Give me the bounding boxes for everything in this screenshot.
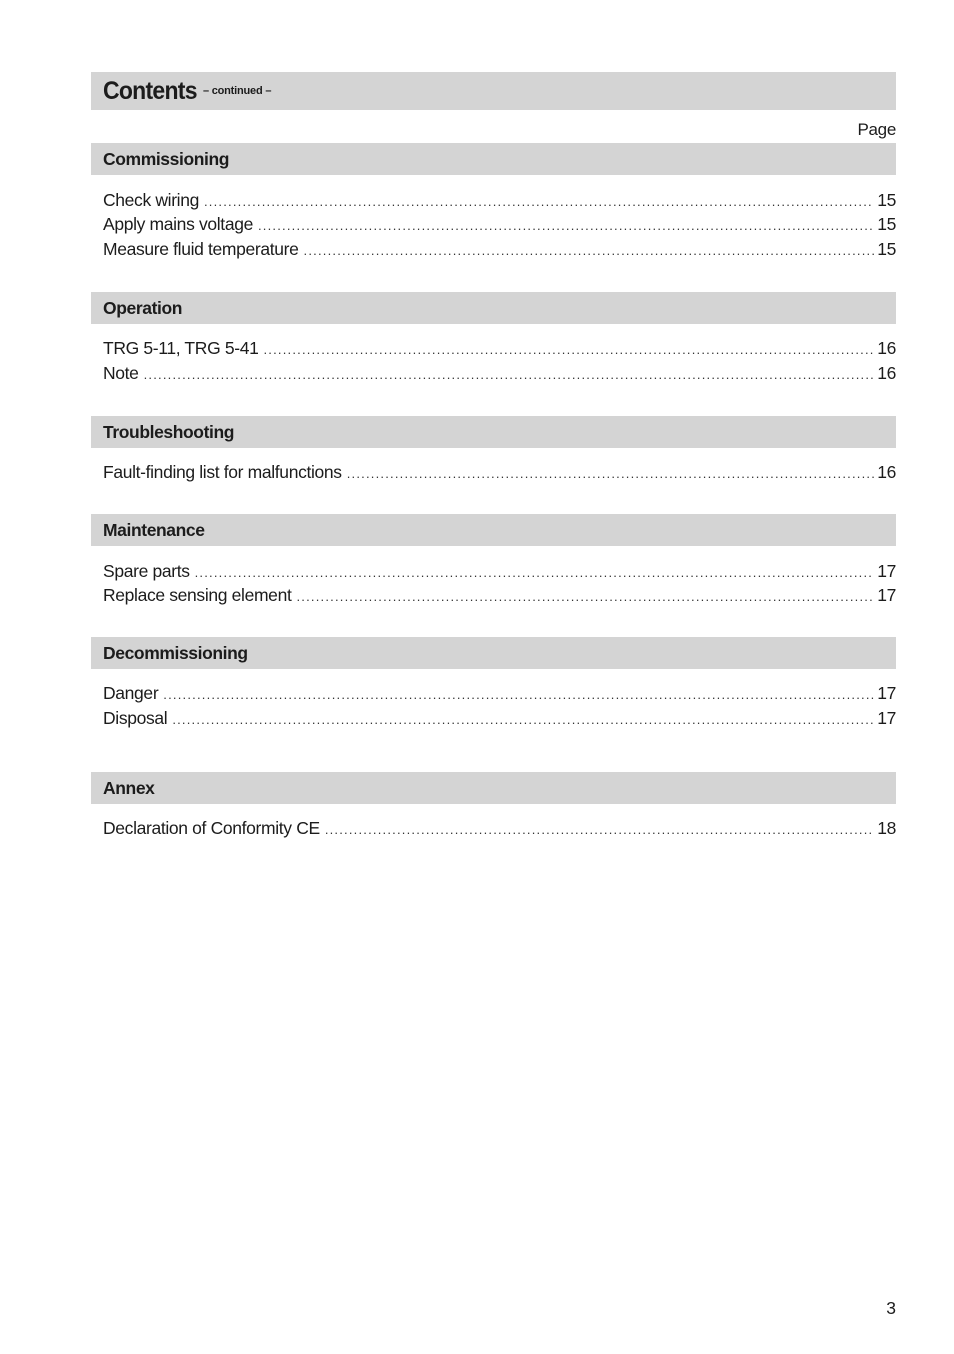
dot-leader bbox=[258, 218, 874, 233]
toc-entry-label: Fault-finding list for malfunctions bbox=[103, 462, 342, 482]
toc-entry-page: 16 bbox=[877, 462, 896, 482]
toc-entry-label: TRG 5-11, TRG 5-41 bbox=[103, 338, 259, 358]
toc-entry-page: 16 bbox=[877, 338, 896, 358]
toc-entry-label: Spare parts bbox=[103, 561, 190, 581]
toc-entry-danger[interactable] bbox=[103, 683, 896, 707]
section-header-decommissioning: Decommissioning bbox=[91, 637, 896, 669]
toc-entry-label: Check wiring bbox=[103, 190, 199, 210]
dot-leader bbox=[163, 687, 874, 702]
dot-leader bbox=[172, 712, 874, 727]
page-number: 3 bbox=[886, 1298, 896, 1318]
toc-entry-measure-fluid-temperature[interactable] bbox=[103, 239, 896, 263]
toc-entry-page: 17 bbox=[877, 708, 896, 728]
toc-entry-label: Measure fluid temperature bbox=[103, 239, 299, 259]
toc-entry-replace-sensing-element[interactable] bbox=[103, 585, 896, 609]
toc-entry-label: Apply mains voltage bbox=[103, 214, 253, 234]
toc-entry-label: Declaration of Conformity CE bbox=[103, 818, 320, 838]
toc-entry-apply-mains-voltage[interactable] bbox=[103, 214, 896, 238]
dot-leader bbox=[347, 466, 875, 481]
toc-entry-fault-finding-list[interactable] bbox=[103, 462, 896, 486]
toc-entry-label: Disposal bbox=[103, 708, 168, 728]
toc-entry-disposal[interactable] bbox=[103, 708, 896, 732]
page-subtitle: – continued – bbox=[202, 85, 272, 97]
page-title: Contents bbox=[103, 76, 197, 105]
dot-leader bbox=[304, 243, 875, 258]
toc-entry-page: 15 bbox=[877, 190, 896, 210]
toc-entry-page: 17 bbox=[877, 585, 896, 605]
section-header-troubleshooting: Troubleshooting bbox=[91, 416, 896, 448]
section-header-maintenance: Maintenance bbox=[91, 514, 896, 546]
toc-entry-spare-parts[interactable] bbox=[103, 561, 896, 585]
toc-entry-label: Danger bbox=[103, 683, 159, 703]
toc-entry-check-wiring[interactable] bbox=[103, 190, 896, 214]
dot-leader bbox=[296, 589, 874, 604]
dot-leader bbox=[144, 367, 875, 382]
page-column-label: Page bbox=[857, 120, 896, 139]
dot-leader bbox=[204, 194, 874, 209]
section-header-operation: Operation bbox=[91, 292, 896, 324]
toc-entry-page: 15 bbox=[877, 214, 896, 234]
dot-leader bbox=[263, 342, 874, 357]
toc-entry-note[interactable] bbox=[103, 363, 896, 387]
toc-entry-page: 17 bbox=[877, 561, 896, 581]
toc-entry-page: 15 bbox=[877, 239, 896, 259]
toc-entry-label: Replace sensing element bbox=[103, 585, 292, 605]
dot-leader bbox=[325, 822, 874, 837]
toc-entry-page: 17 bbox=[877, 683, 896, 703]
toc-entry-trg[interactable] bbox=[103, 338, 896, 362]
section-header-commissioning: Commissioning bbox=[91, 143, 896, 175]
toc-entry-declaration-of-conformity[interactable] bbox=[103, 818, 896, 842]
contents-title-bar bbox=[91, 72, 896, 110]
dot-leader bbox=[195, 565, 875, 580]
toc-entry-page: 16 bbox=[877, 363, 896, 383]
toc-entry-label: Note bbox=[103, 363, 139, 383]
section-header-annex: Annex bbox=[91, 772, 896, 804]
toc-entry-page: 18 bbox=[877, 818, 896, 838]
